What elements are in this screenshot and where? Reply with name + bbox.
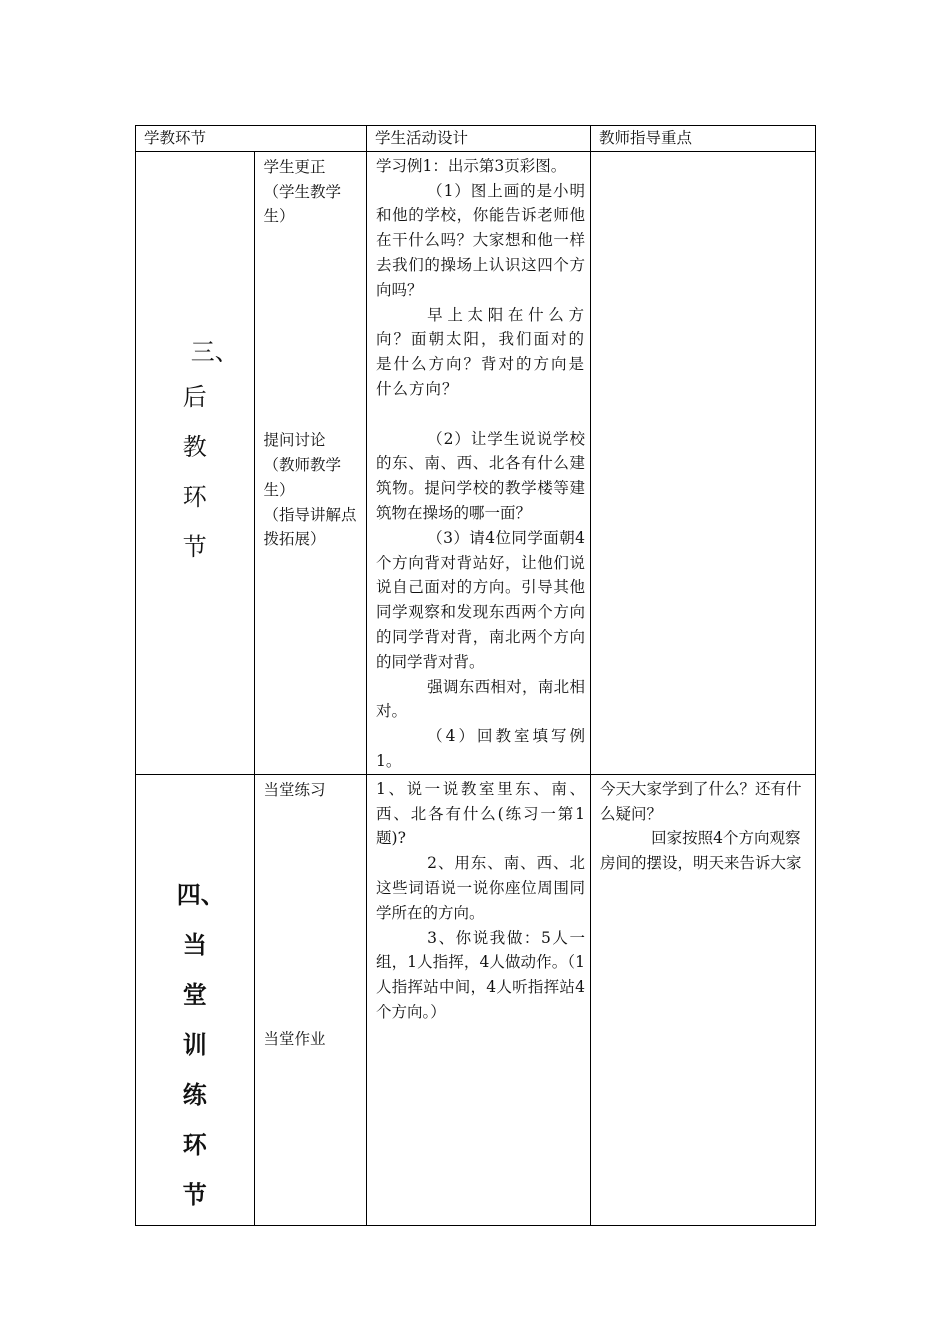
stage-char: 四、	[176, 879, 225, 909]
substage-text: 拨拓展）	[263, 530, 326, 549]
stage-char: 练	[182, 1079, 207, 1109]
section-4-guidance	[590, 774, 815, 1225]
substage-text: （学生教学	[263, 182, 342, 201]
header-stage: 学教环节	[136, 126, 367, 152]
stage-char: 环	[182, 482, 207, 511]
header-row	[136, 126, 816, 152]
stage-char: 堂	[182, 979, 207, 1009]
header-guidance: 教师指导重点	[590, 126, 815, 152]
lesson-plan-table	[135, 125, 816, 1226]
substage-text: 生）	[263, 480, 295, 499]
section-3-row	[136, 151, 816, 774]
stage-char: 教	[182, 432, 207, 461]
section-4-activities	[367, 774, 591, 1225]
stage-char: 环	[182, 1129, 207, 1159]
stage-char: 节	[182, 532, 207, 561]
activity-paragraph: （2）让学生说说学校的东、南、西、北各有什么建筑物。提问学校的教学楼等建筑物在操场的哪一面？	[376, 429, 585, 522]
activity-paragraph: 1、说一说教室里东、南、西、北各有什么(练习一第1题)?	[376, 779, 585, 848]
section-3-guidance	[590, 151, 815, 774]
activity-paragraph: 2、用东、南、西、北这些词语说一说你座位周围同学所在的方向。	[376, 854, 585, 922]
activity-paragraph: （1）图上画的是小明和他的学校，你能告诉老师他在干什么吗？大家想和他一样去我们的操场上认识这四个方向吗？	[376, 181, 585, 299]
section-3-substage	[254, 151, 367, 774]
substage-text: （指导讲解点	[263, 505, 357, 524]
substage-text: 当堂作业	[263, 1029, 326, 1048]
section-4-row	[136, 774, 816, 1225]
stage-char: 节	[182, 1179, 207, 1209]
guidance-paragraph: 今天大家学到了什么？还有什么疑问？	[599, 779, 802, 823]
section-4-stage	[136, 774, 255, 1225]
header-activity: 学生活动设计	[367, 126, 591, 152]
substage-text: （教师教学	[263, 455, 342, 474]
section-4-label	[136, 870, 254, 1220]
activity-paragraph: （4）回教室填写例1。	[376, 727, 585, 770]
substage-text: 生）	[263, 207, 295, 226]
stage-char: 训	[182, 1029, 207, 1059]
guidance-paragraph: 回家按照4个方向观察房间的摆设，明天来告诉大家	[599, 829, 802, 873]
activity-paragraph: 学习例1：出示第3页彩图。	[376, 156, 567, 175]
stage-char: 三、	[190, 337, 239, 366]
substage-text: 学生更正	[263, 157, 326, 176]
substage-text: 当堂练习	[263, 780, 326, 799]
section-3-label	[136, 332, 254, 572]
stage-char: 后	[182, 382, 207, 411]
activity-paragraph: 强调东西相对，南北相对。	[376, 677, 585, 721]
activity-paragraph: （3）请4位同学面朝4个方向背对背站好，让他们说说自己面对的方向。引导其他同学观察和发现东西两个方向的同学背对背，南北两个方向的同学背对背。	[376, 528, 585, 671]
stage-char: 当	[182, 929, 207, 959]
activity-paragraph: 早上太阳在什么方向？面朝太阳，我们面对的是什么方向？背对的方向是什么方向？	[376, 305, 585, 398]
activity-paragraph: 3、你说我做：5人一组，1人指挥，4人做动作。（1人指挥站中间，4人听指挥站4个方向。）	[376, 928, 585, 1021]
section-3-stage	[136, 151, 255, 774]
section-3-activities	[367, 151, 591, 774]
substage-text: 提问讨论	[263, 431, 326, 450]
section-4-substage	[254, 774, 367, 1225]
